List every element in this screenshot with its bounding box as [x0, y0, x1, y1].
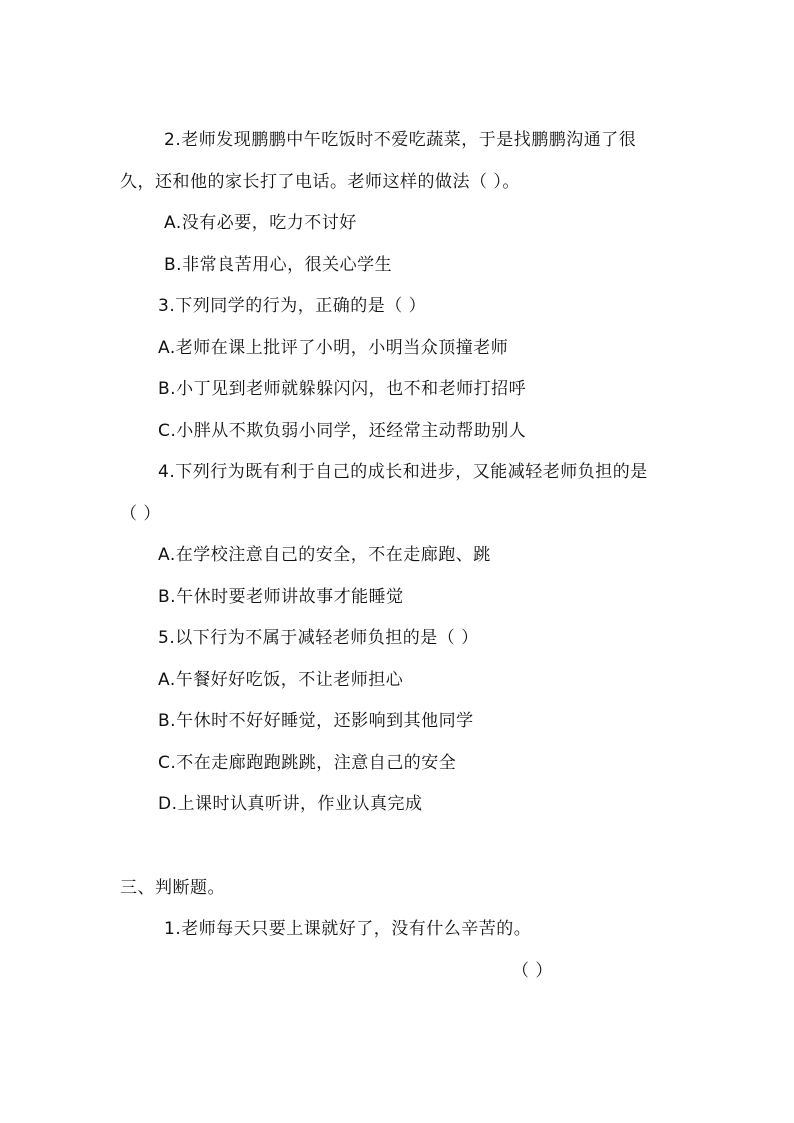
- q4-option-a: A.在学校注意自己的安全，不在走廊跑、跳: [158, 545, 491, 565]
- q3-option-a: A.老师在课上批评了小明，小明当众顶撞老师: [158, 338, 509, 358]
- q5-option-b: B.午休时不好好睡觉，还影响到其他同学: [158, 711, 474, 731]
- section3-q1: 1.老师每天只要上课就好了，没有什么辛苦的。: [164, 919, 532, 939]
- q5-option-d: D.上课时认真听讲，作业认真完成: [158, 794, 423, 814]
- q2-stem-line2: 久，还和他的家长打了电话。老师这样的做法（ ）。: [120, 172, 520, 192]
- q4-stem-line2: （ ）: [120, 504, 161, 524]
- q5-option-c: C.不在走廊跑跑跳跳，注意自己的安全: [158, 753, 457, 773]
- q3-option-c: C.小胖从不欺负弱小同学，还经常主动帮助别人: [158, 421, 527, 441]
- q2-option-a: A.没有必要，吃力不讨好: [164, 213, 357, 233]
- q2-stem-line1: 2.老师发现鹏鹏中午吃饭时不爱吃蔬菜，于是找鹏鹏沟通了很: [164, 130, 637, 150]
- q2-option-b: B.非常良苦用心，很关心学生: [164, 255, 393, 275]
- q3-option-b: B.小丁见到老师就躲躲闪闪，也不和老师打招呼: [158, 379, 527, 399]
- section3-heading: 三、判断题。: [120, 878, 225, 898]
- section3-q1-blank: （ ）: [512, 961, 553, 981]
- q3-stem: 3.下列同学的行为，正确的是（ ）: [158, 296, 427, 316]
- q4-stem-line1: 4.下列行为既有利于自己的成长和进步，又能减轻老师负担的是: [158, 462, 648, 482]
- q5-stem: 5.以下行为不属于减轻老师负担的是（ ）: [158, 628, 479, 648]
- q4-option-b: B.午休时要老师讲故事才能睡觉: [158, 587, 404, 607]
- q5-option-a: A.午餐好好吃饭，不让老师担心: [158, 670, 404, 690]
